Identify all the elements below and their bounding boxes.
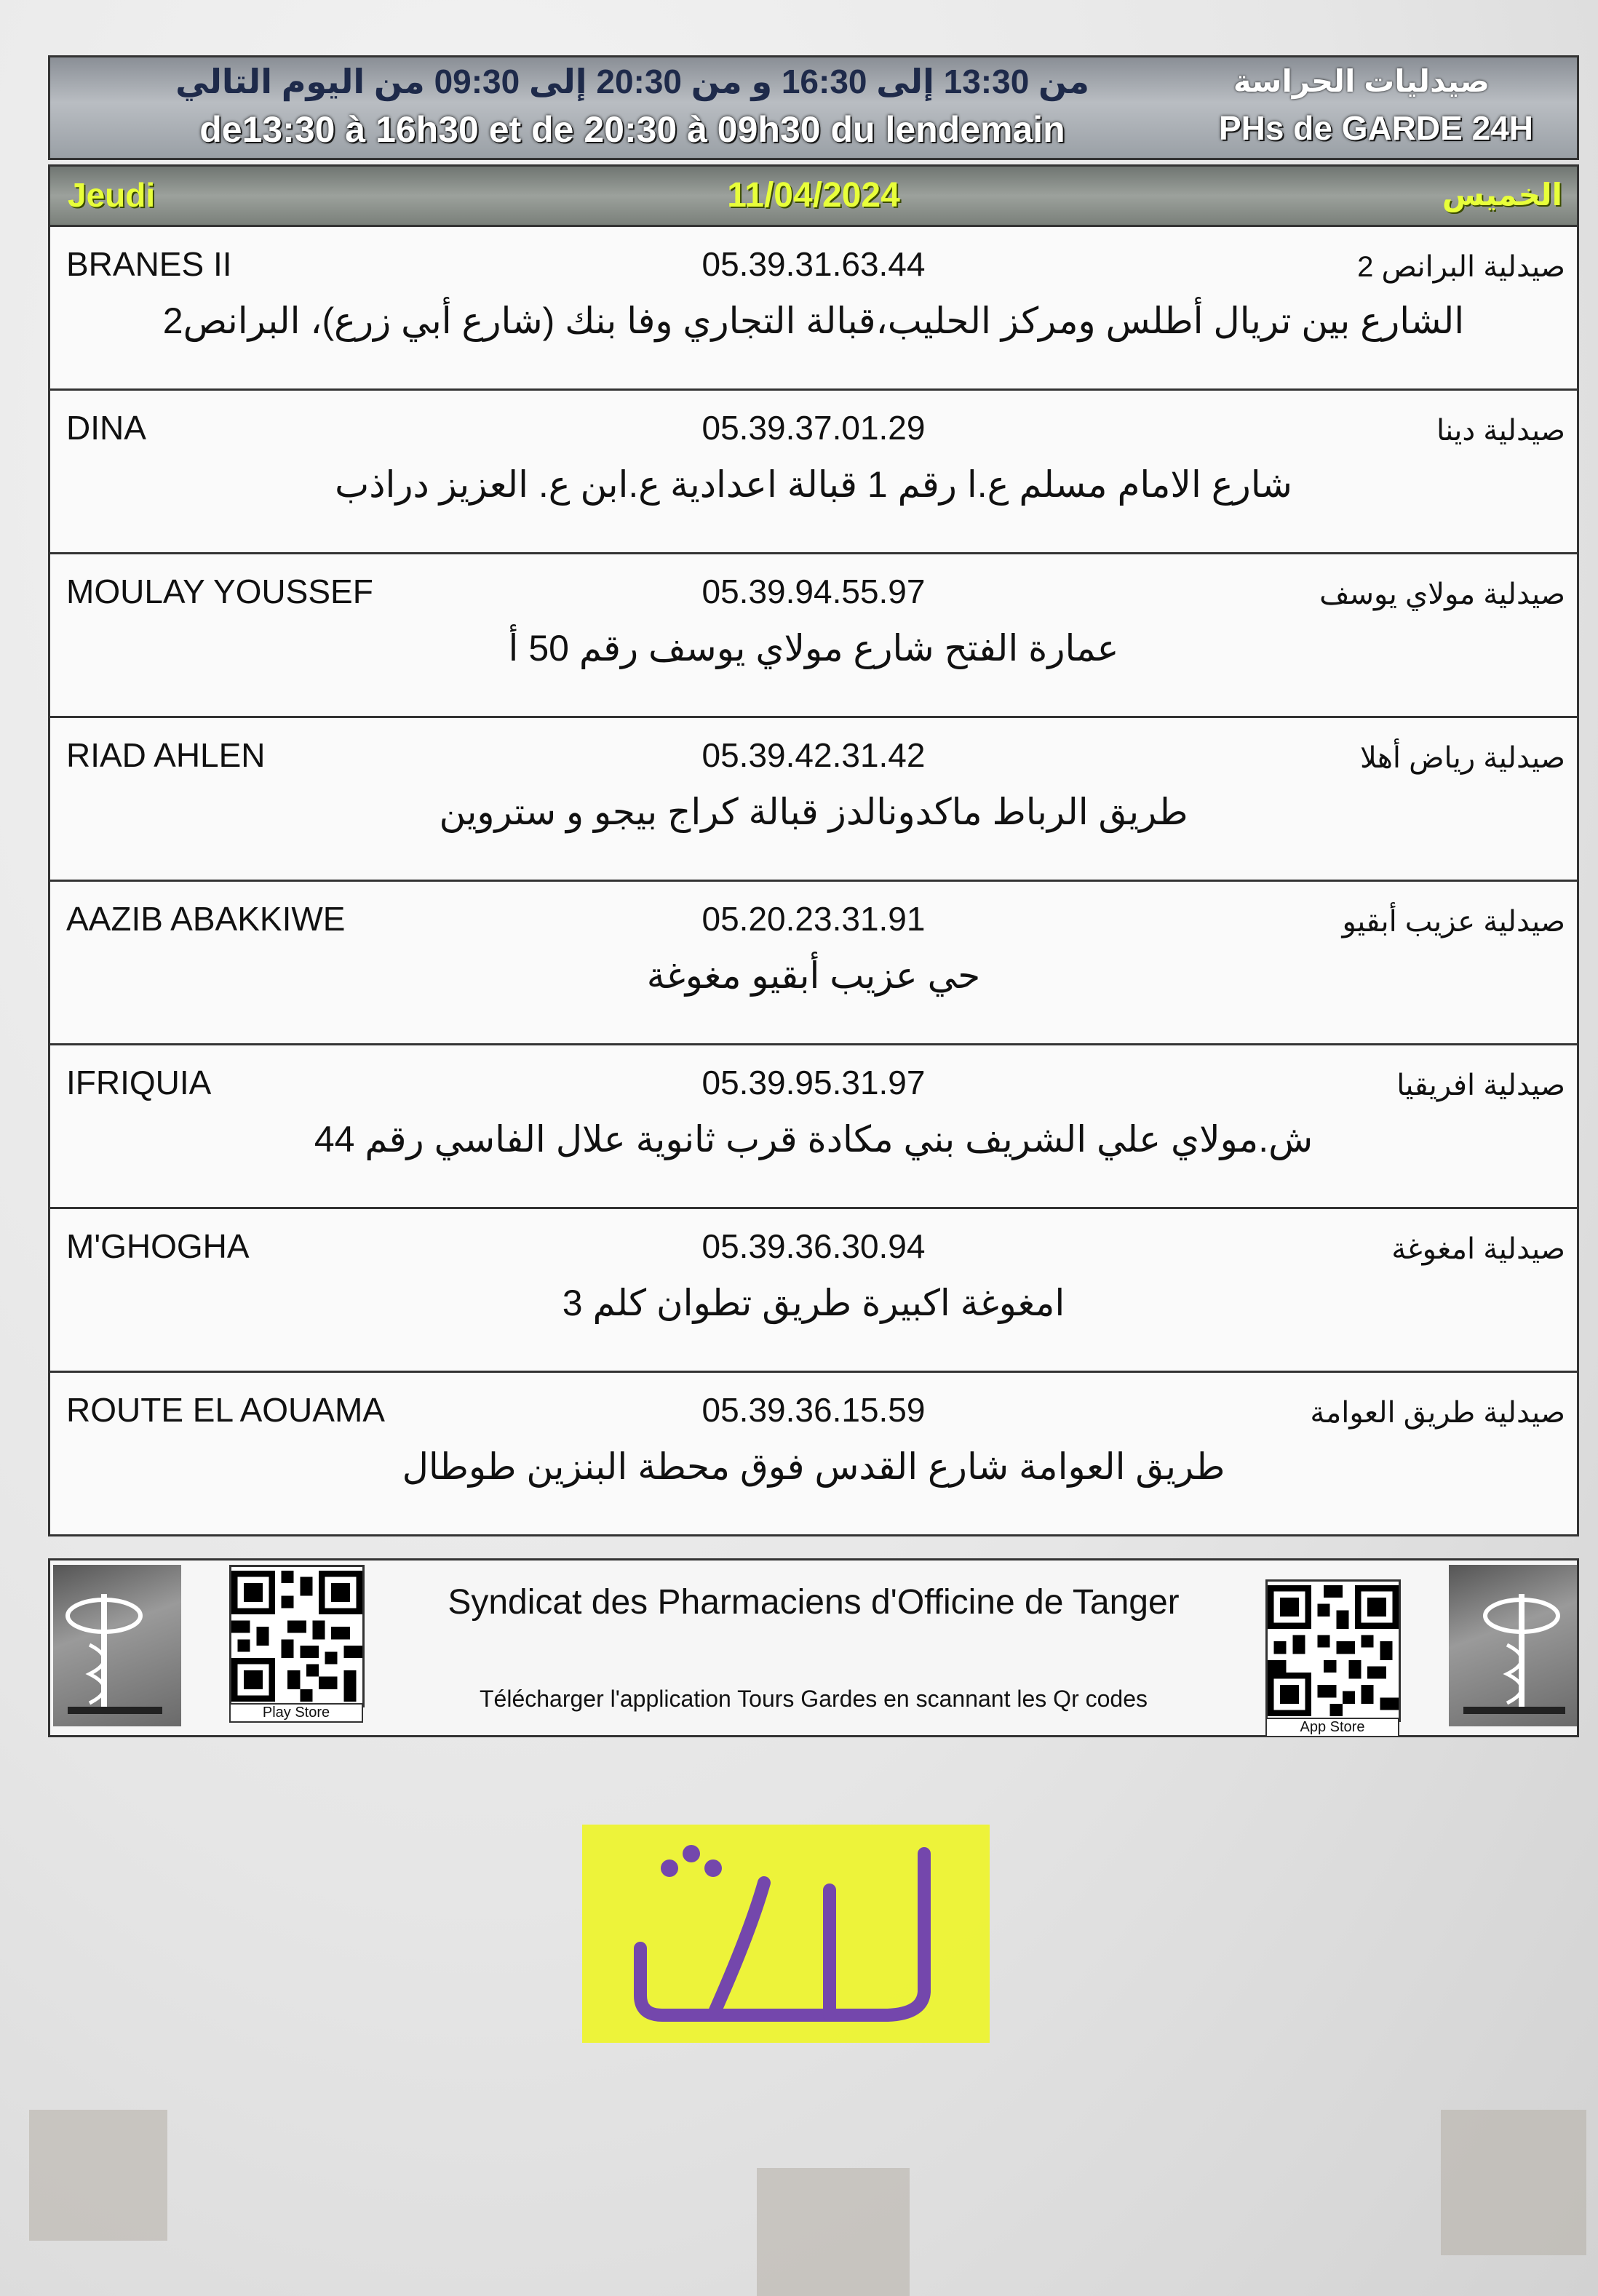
pharmacy-row bbox=[50, 718, 1577, 882]
day-arabic: الخميس bbox=[1442, 178, 1562, 212]
pharmacy-phone: 05.39.31.63.44 bbox=[701, 245, 926, 283]
pharmacy-address: حي عزيب أبقيو مغوغة bbox=[646, 955, 981, 996]
app-store-label: App Store bbox=[1265, 1718, 1399, 1737]
pharmacy-name-arabic: صيدلية امغوغة bbox=[1391, 1233, 1565, 1265]
pharmacy-row bbox=[50, 227, 1577, 391]
pharmacy-name-arabic: صيدلية البرانص 2 bbox=[1357, 251, 1565, 283]
pharmacy-name-arabic: صيدلية مولاي يوسف bbox=[1319, 578, 1565, 610]
play-store-label: Play Store bbox=[229, 1703, 363, 1723]
hours-arabic: من 13:30 إلى 16:30 و من 20:30 إلى 09:30 من اليوم التالي bbox=[175, 63, 1089, 100]
pharmacy-phone: 05.39.42.31.42 bbox=[701, 736, 926, 774]
pharmacy-sheet bbox=[48, 55, 1579, 1737]
pharmacy-phone: 05.39.94.55.97 bbox=[701, 573, 926, 610]
pharmacy-address: عمارة الفتح شارع مولاي يوسف رقم 50 أ bbox=[508, 628, 1119, 669]
pharmacy-phone: 05.39.36.30.94 bbox=[701, 1227, 926, 1265]
pharmacy-row bbox=[50, 554, 1577, 718]
pharmacy-name-french: DINA bbox=[66, 409, 146, 447]
pharmacy-row bbox=[50, 1045, 1577, 1209]
pharmacy-list bbox=[48, 227, 1579, 1536]
pharmacy-row bbox=[50, 391, 1577, 554]
pharmacy-address: شارع الامام مسلم ع.ا رقم 1 قبالة اعدادية ع.ابن ع. العزيز دراذب bbox=[335, 464, 1292, 505]
download-instructions: Télécharger l'application Tours Gardes en scannant les Qr codes bbox=[479, 1686, 1148, 1712]
tape-piece bbox=[757, 2168, 910, 2296]
footer bbox=[48, 1558, 1579, 1737]
pharmacy-address: طريق الرباط ماكدونالدز قبالة كراج بيجو و ستروين bbox=[439, 792, 1188, 832]
pharmacy-name-french: BRANES II bbox=[66, 245, 232, 283]
pharmacy-row bbox=[50, 1209, 1577, 1373]
date-bar bbox=[48, 164, 1579, 227]
pharmacy-phone: 05.39.36.15.59 bbox=[701, 1391, 926, 1429]
pharmacy-name-arabic: صيدلية افريقيا bbox=[1396, 1069, 1565, 1101]
pharmacy-phone: 05.20.23.31.91 bbox=[701, 900, 926, 938]
pharmacy-name-french: M'GHOGHA bbox=[66, 1227, 250, 1265]
pharmacy-name-french: MOULAY YOUSSEF bbox=[66, 573, 373, 610]
tape-piece bbox=[29, 2110, 167, 2241]
pharmacy-name-french: IFRIQUIA bbox=[66, 1064, 212, 1101]
pharmacy-name-arabic: صيدلية دينا bbox=[1436, 415, 1565, 447]
day-french: Jeudi bbox=[68, 176, 156, 214]
pharmacy-phone: 05.39.37.01.29 bbox=[701, 409, 926, 447]
pharmacy-address: طريق العوامة شارع القدس فوق محطة البنزين طوطال bbox=[402, 1446, 1225, 1487]
title-french: PHs de GARDE 24H bbox=[1218, 109, 1533, 147]
pharmacy-phone: 05.39.95.31.97 bbox=[701, 1064, 926, 1101]
organization-name: Syndicat des Pharmaciens d'Officine de Tanger bbox=[448, 1583, 1180, 1622]
app-store-qr-code[interactable] bbox=[1265, 1579, 1401, 1722]
pharmacy-logo-icon bbox=[1449, 1565, 1577, 1726]
pharmacy-row bbox=[50, 1373, 1577, 1536]
pharmacy-name-arabic: صيدلية رياض أهلا bbox=[1359, 742, 1565, 774]
pharmacy-address: ش.مولاي علي الشريف بني مكادة قرب ثانوية علال الفاسي رقم 44 bbox=[314, 1119, 1313, 1160]
pharmacy-row bbox=[50, 882, 1577, 1045]
pharmacy-name-french: RIAD AHLEN bbox=[66, 736, 266, 774]
date: 11/04/2024 bbox=[727, 176, 900, 215]
hours-french: de13:30 à 16h30 et de 20:30 à 09h30 du lendemain bbox=[199, 109, 1065, 150]
handwritten-note bbox=[582, 1825, 990, 2043]
pharmacy-name-french: ROUTE EL AOUAMA bbox=[66, 1391, 385, 1429]
pharmacy-name-french: AAZIB ABAKKIWE bbox=[66, 900, 346, 938]
pharmacy-name-arabic: صيدلية عزيب أبقيو bbox=[1342, 906, 1565, 938]
pharmacy-name-arabic: صيدلية طريق العوامة bbox=[1310, 1397, 1565, 1429]
pharmacy-address: الشارع بين تريال أطلس ومركز الحليب،قبالة التجاري وفا بنك (شارع أبي زرع)، البرانص2 bbox=[162, 300, 1465, 341]
pharmacy-address: امغوغة اكبيرة طريق تطوان كلم 3 bbox=[562, 1283, 1065, 1323]
title-arabic: صيدليات الحراسة bbox=[1233, 64, 1490, 98]
tape-piece bbox=[1441, 2110, 1586, 2255]
header bbox=[48, 55, 1579, 160]
